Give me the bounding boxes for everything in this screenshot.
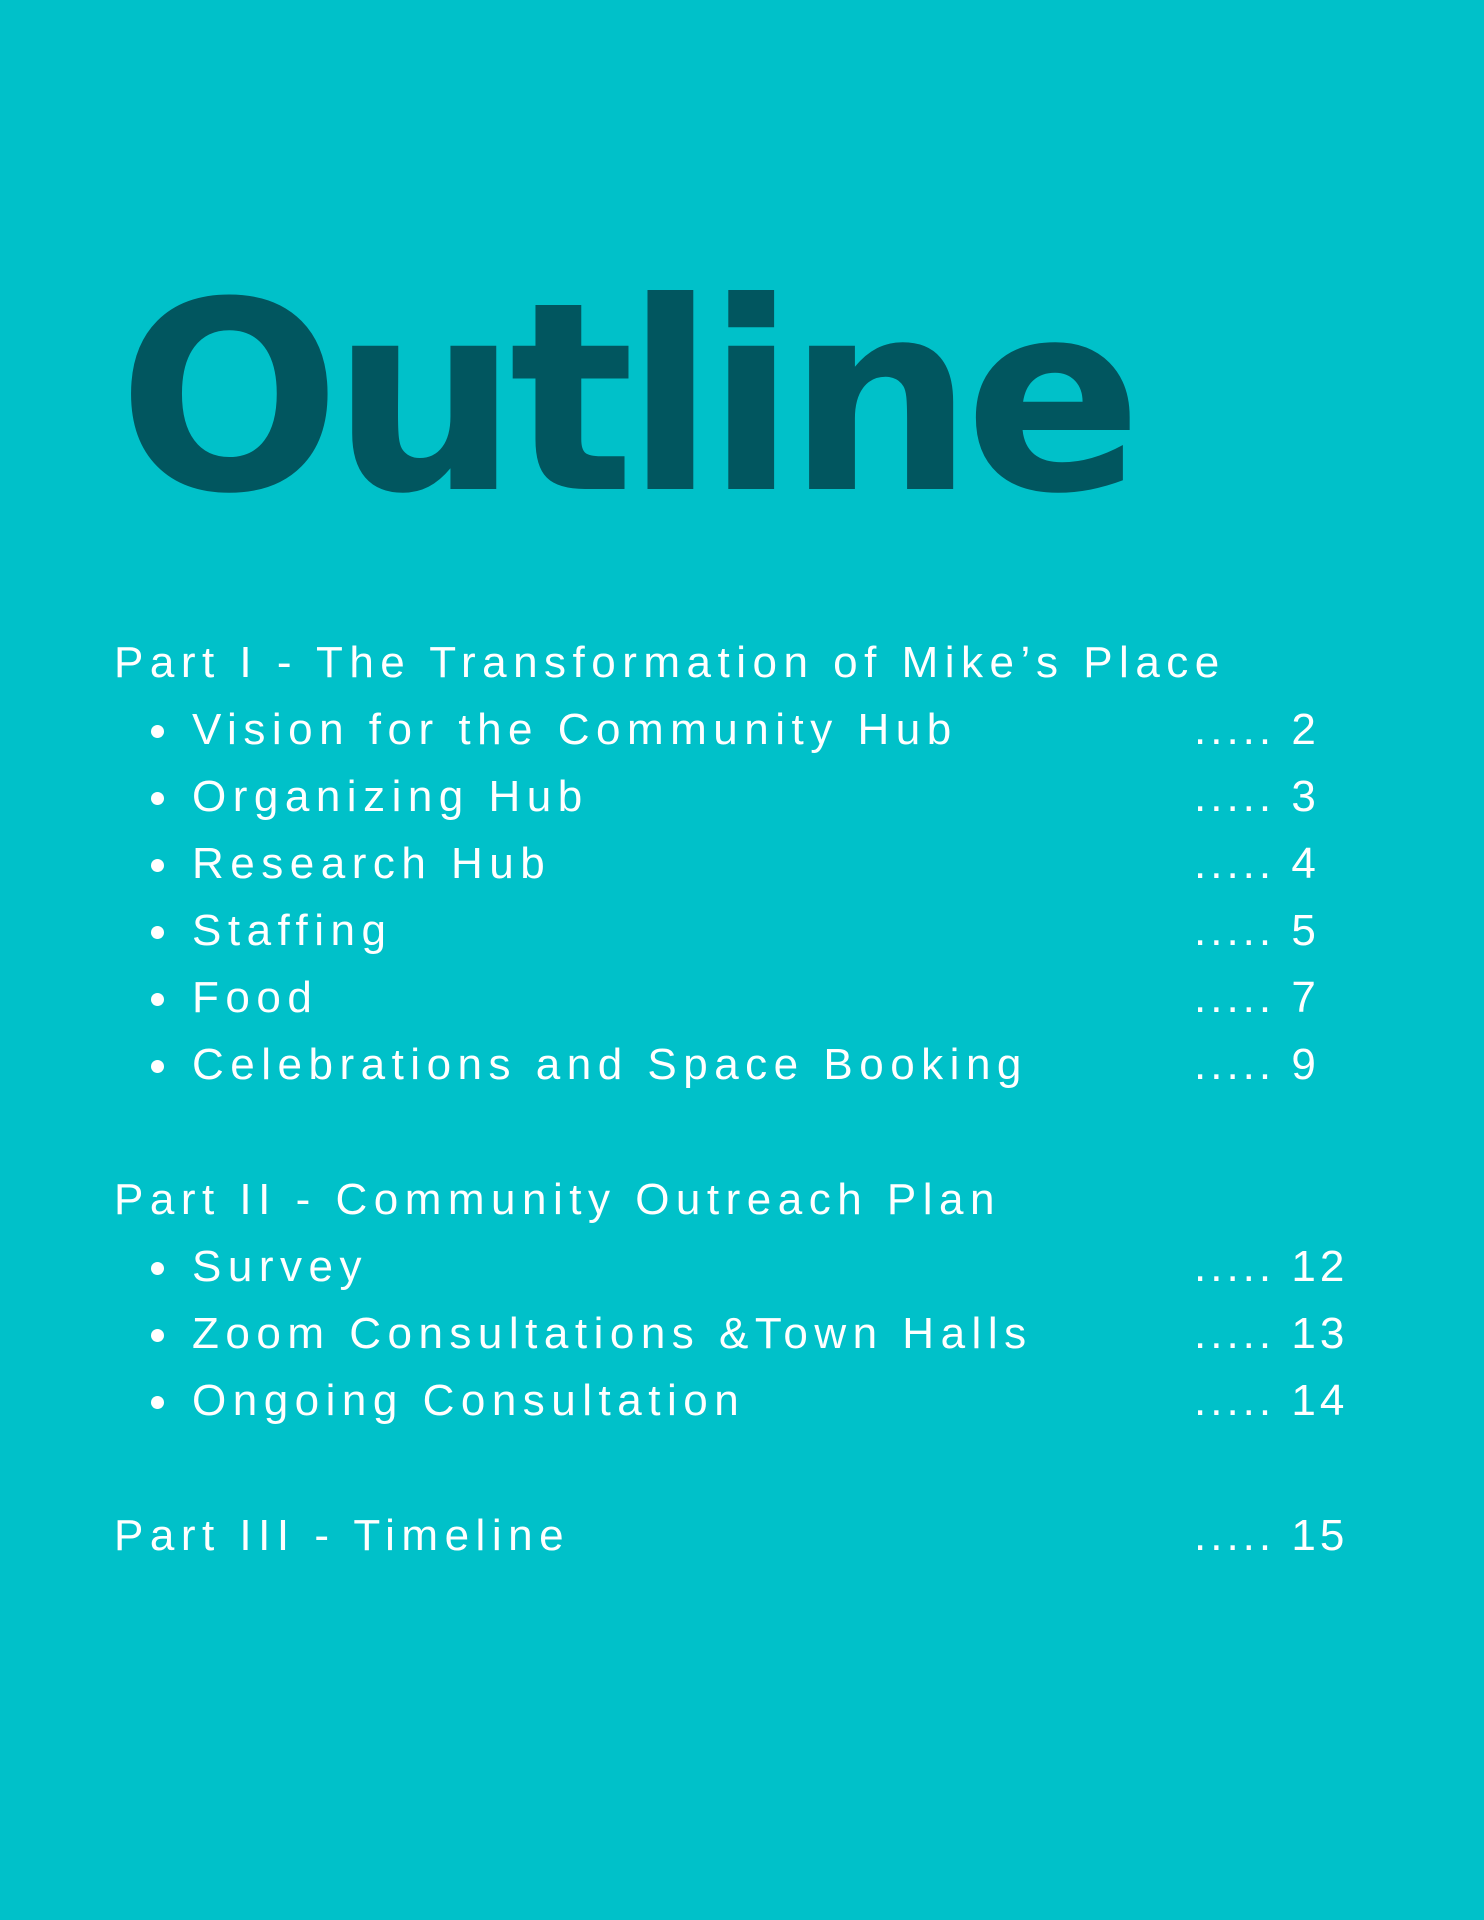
part-heading-3: Part III - Timeline bbox=[114, 1511, 571, 1560]
toc-entry-page: ..... 9 bbox=[1194, 1040, 1320, 1089]
toc-entry bbox=[0, 1040, 1484, 1090]
bullet-icon bbox=[151, 859, 164, 872]
bullet-icon bbox=[151, 1396, 164, 1409]
toc-entry-title: Staffing bbox=[192, 906, 393, 955]
bullet-icon bbox=[151, 926, 164, 939]
toc-entry bbox=[0, 1309, 1484, 1359]
bullet-icon bbox=[151, 993, 164, 1006]
toc-entry-page: ..... 4 bbox=[1194, 839, 1320, 888]
toc-entry-title: Vision for the Community Hub bbox=[192, 705, 958, 754]
toc-entry-part-3 bbox=[0, 1511, 1484, 1561]
toc-entry-title: Food bbox=[192, 973, 319, 1022]
bullet-icon bbox=[151, 1329, 164, 1342]
page-title: Outline bbox=[118, 246, 1134, 551]
toc-entry bbox=[0, 973, 1484, 1023]
toc-entry bbox=[0, 705, 1484, 755]
bullet-icon bbox=[151, 1262, 164, 1275]
toc-entry-page: ..... 14 bbox=[1194, 1376, 1349, 1425]
part-heading-2: Part II - Community Outreach Plan bbox=[114, 1175, 1001, 1224]
part-heading-1: Part I - The Transformation of Mike’s Place bbox=[114, 638, 1226, 687]
toc-entry-title: Organizing Hub bbox=[192, 772, 589, 821]
bullet-icon bbox=[151, 792, 164, 805]
toc-entry-page: ..... 13 bbox=[1194, 1309, 1349, 1358]
toc-entry-title: Ongoing Consultation bbox=[192, 1376, 746, 1425]
toc-entry bbox=[0, 906, 1484, 956]
toc-entry-page: ..... 12 bbox=[1194, 1242, 1349, 1291]
toc-entry-title: Survey bbox=[192, 1242, 368, 1291]
bullet-icon bbox=[151, 725, 164, 738]
toc-entry-page: ..... 7 bbox=[1194, 973, 1320, 1022]
toc-entry bbox=[0, 839, 1484, 889]
toc-entry-page: ..... 15 bbox=[1194, 1511, 1349, 1560]
toc-entry bbox=[0, 1242, 1484, 1292]
toc-entry-title: Celebrations and Space Booking bbox=[192, 1040, 1028, 1089]
toc-entry bbox=[0, 1376, 1484, 1426]
toc-entry-page: ..... 3 bbox=[1194, 772, 1320, 821]
toc-entry-title: Zoom Consultations &Town Halls bbox=[192, 1309, 1033, 1358]
toc-entry-page: ..... 2 bbox=[1194, 705, 1320, 754]
toc-entry-title: Research Hub bbox=[192, 839, 552, 888]
toc-entry bbox=[0, 772, 1484, 822]
toc-entry-page: ..... 5 bbox=[1194, 906, 1320, 955]
bullet-icon bbox=[151, 1060, 164, 1073]
